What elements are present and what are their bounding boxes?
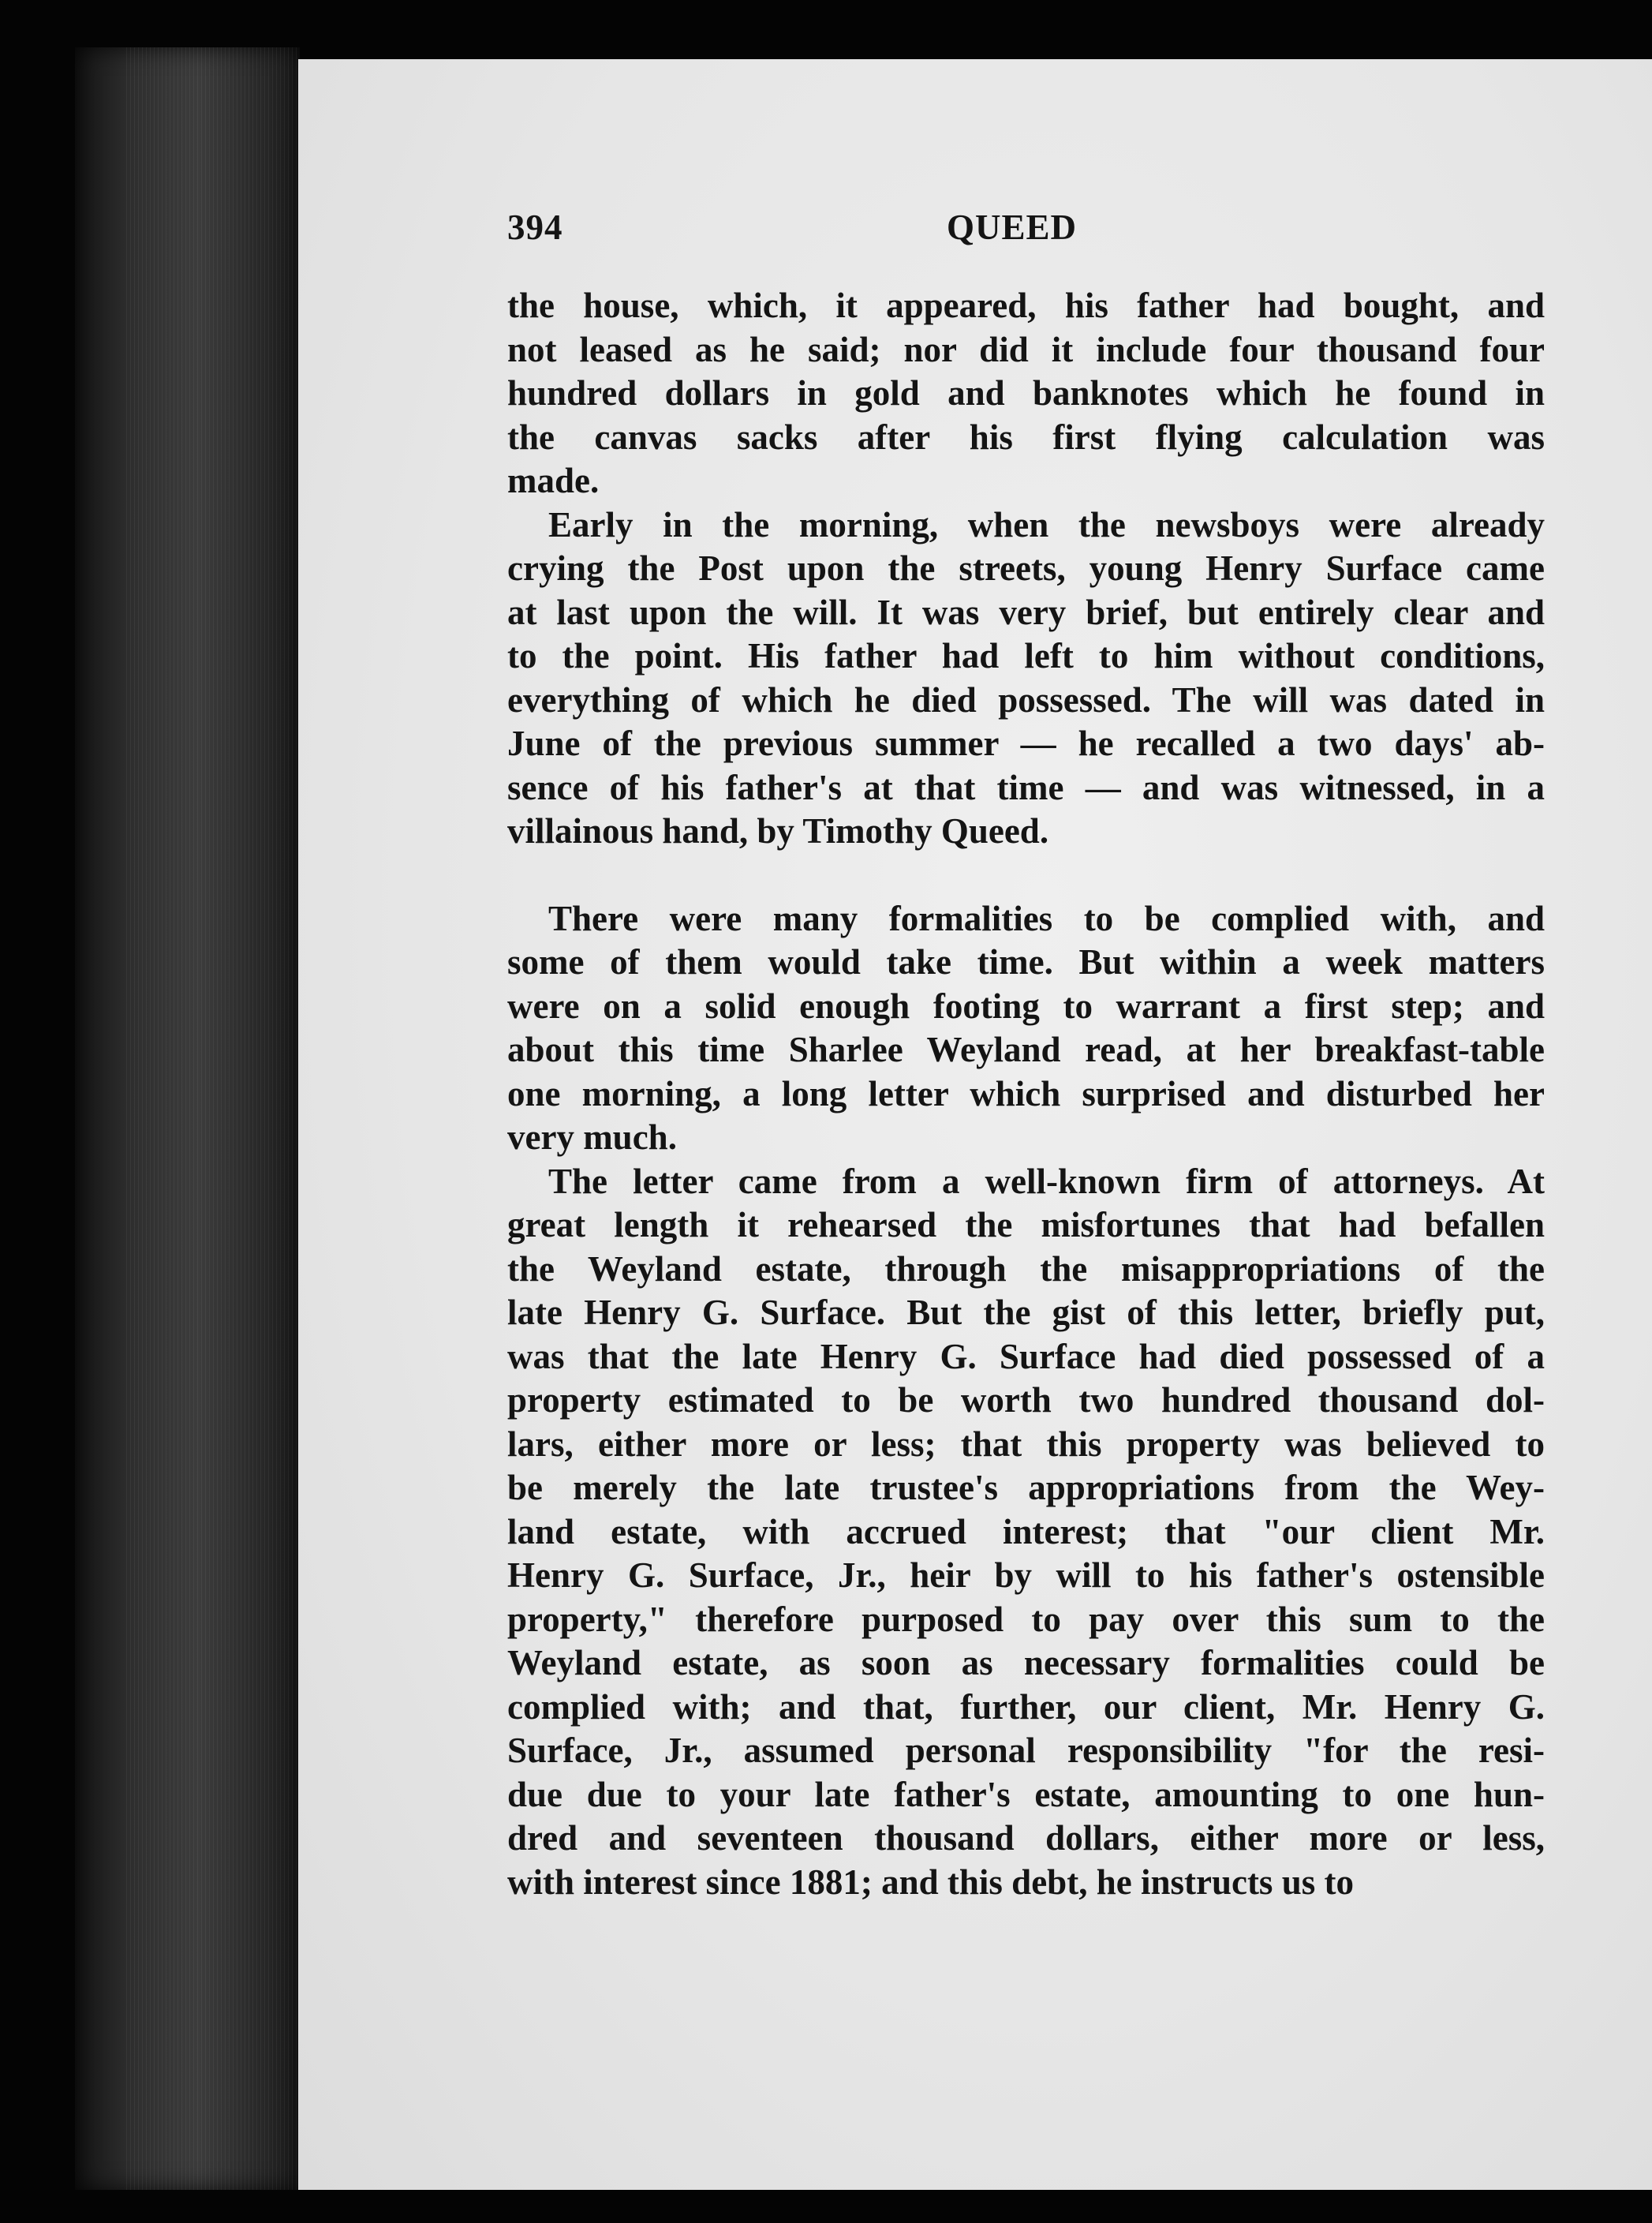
text-line: sence of his father's at that time — and was witnessed, in a [507,767,1545,807]
text-line: villainous hand, by Timothy Queed. [507,811,1049,851]
text-line: Weyland estate, as soon as necessary formalities could be [507,1643,1545,1682]
text-line: about this time Sharlee Weyland read, at her breakfast-table [507,1030,1545,1069]
text-line: dred and seventeen thousand dollars, either more or less, [507,1818,1545,1858]
paragraph [507,284,1545,503]
text-line: complied with; and that, further, our client, Mr. Henry G. [507,1686,1545,1727]
page-number: 394 [507,208,563,247]
text-line: Surface, Jr., assumed personal responsibility "for the resi- [507,1731,1545,1770]
paragraph [507,503,1545,854]
text-line: June of the previous summer — he recalled a two days' ab- [507,724,1545,763]
text-line: one morning, a long letter which surprised and disturbed her [507,1073,1545,1113]
book-page-edge-lines [126,47,300,2190]
text-line: lars, either more or less; that this property was believed to [507,1424,1545,1464]
text-line: crying the Post upon the streets, young Henry Surface came [507,548,1545,588]
page-header [507,207,1545,262]
text-line: were on a solid enough footing to warrant a first step; and [507,986,1545,1026]
text-line: late Henry G. Surface. But the gist of this letter, briefly put, [507,1293,1545,1332]
text-line: Henry G. Surface, Jr., heir by will to his father's ostensible [507,1555,1545,1595]
text-line: made. [507,461,600,500]
running-title: QUEED [947,208,1078,247]
text-line: everything of which he died possessed. The will was dated in [507,679,1545,720]
text-line: to the point. His father had left to him without conditions, [507,636,1545,676]
text-line: Early in the morning, when the newsboys were already [548,504,1545,545]
text-line: the house, which, it appeared, his father had bought, and [507,286,1545,325]
text-line: due due to your late father's estate, amounting to one hun- [507,1774,1545,1814]
text-line: great length it rehearsed the misfortunes that had befallen [507,1205,1545,1244]
text-line: not leased as he said; nor did it include four thousand four [507,329,1545,369]
section-break [507,854,1545,897]
text-line: at last upon the will. It was very brief, but entirely clear and [507,592,1545,632]
paragraph [507,1160,1545,1905]
text-line: hundred dollars in gold and banknotes which he found in [507,373,1545,413]
text-line: property estimated to be worth two hundred thousand dol- [507,1380,1545,1420]
text-line: property," therefore purposed to pay over this sum to the [507,1599,1545,1639]
text-line: with interest since 1881; and this debt, he instructs us to [507,1862,1354,1902]
text-line: was that the late Henry G. Surface had died possessed of a [507,1336,1545,1376]
text-line: very much. [507,1117,677,1157]
text-line: some of them would take time. But within a week matters [507,942,1545,982]
body-text [507,284,1545,1904]
text-line: the Weyland estate, through the misappropriations of the [507,1248,1545,1289]
text-line: There were many formalities to be complied with, and [548,898,1545,938]
paragraph [507,897,1545,1160]
text-line: the canvas sacks after his first flying calculation was [507,417,1545,457]
text-line: land estate, with accrued interest; that "our client Mr. [507,1511,1545,1551]
text-line: The letter came from a well-known firm of attorneys. At [548,1161,1545,1201]
text-line: be merely the late trustee's appropriations from the Wey- [507,1468,1545,1507]
